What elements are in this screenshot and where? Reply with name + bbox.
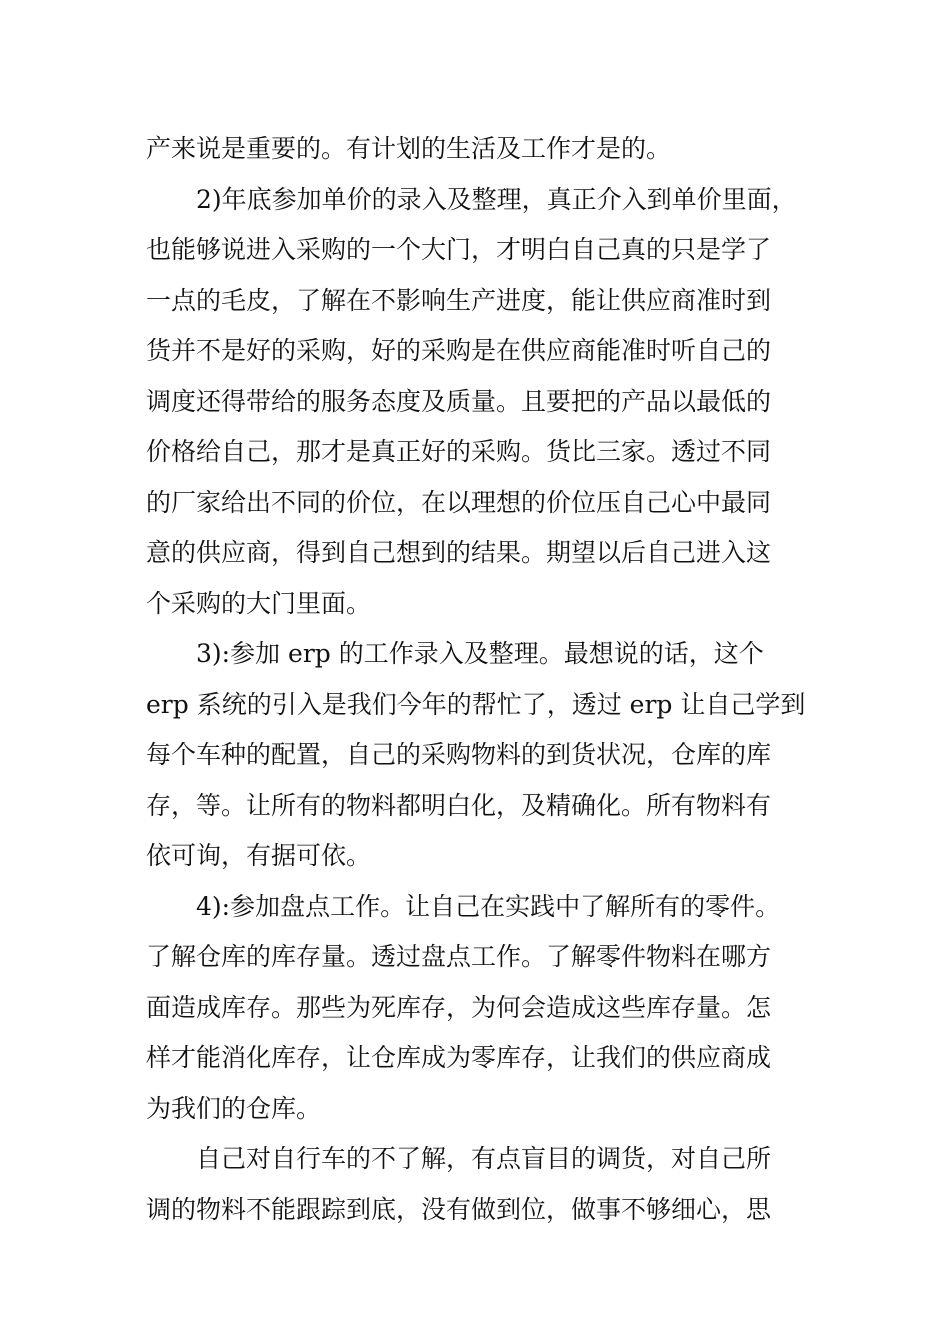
document-body bbox=[146, 124, 816, 1235]
text-line: 产来说是重要的。有计划的生活及工作才是的。 bbox=[146, 134, 672, 163]
text-line: 样才能消化库存，让仓库成为零库存，让我们的供应商成 bbox=[146, 1043, 772, 1072]
text-line: 了解仓库的库存量。透过盘点工作。了解零件物料在哪方 bbox=[146, 942, 772, 971]
text-line: 存，等。让所有的物料都明白化，及精确化。所有物料有 bbox=[146, 790, 772, 820]
text-line: 意的供应商，得到自己想到的结果。期望以后自己进入这 bbox=[146, 538, 772, 567]
text-line: erp 系统的引入是我们今年的帮忙了，透过 erp 让自己学到 bbox=[146, 689, 806, 719]
text-line: 4):参加盘点工作。让自己在实践中了解所有的零件。 bbox=[196, 891, 781, 921]
text-line: 一点的毛皮，了解在不影响生产进度，能让供应商准时到 bbox=[146, 285, 772, 315]
text-line: 自己对自行车的不了解，有点盲目的调货，对自己所 bbox=[196, 1144, 772, 1173]
text-line: 每个车种的配置，自己的采购物料的到货状况，仓库的库 bbox=[146, 740, 772, 769]
text-line: 3):参加 erp 的工作录入及整理。最想说的话，这个 bbox=[196, 639, 764, 668]
text-line: 2)年底参加单价的录入及整理，真正介入到单价里面， bbox=[196, 184, 797, 214]
text-line: 也能够说进入采购的一个大门，才明白自己真的只是学了 bbox=[146, 235, 772, 264]
text-line: 的厂家给出不同的价位，在以理想的价位压自己心中最同 bbox=[146, 487, 772, 517]
text-line: 货并不是好的采购，好的采购是在供应商能准时听自己的 bbox=[146, 336, 772, 365]
text-line: 价格给自己，那才是真正好的采购。货比三家。透过不同 bbox=[146, 437, 772, 466]
text-line: 为我们的仓库。 bbox=[146, 1093, 322, 1123]
text-line: 面造成库存。那些为死库存，为何会造成这些库存量。怎 bbox=[146, 992, 772, 1022]
text-line: 依可询，有据可依。 bbox=[146, 841, 372, 870]
text-line: 调的物料不能跟踪到底，没有做到位，做事不够细心，思 bbox=[146, 1194, 772, 1224]
text-line: 调度还得带给的服务态度及质量。且要把的产品以最低的 bbox=[146, 386, 772, 416]
text-line: 个采购的大门里面。 bbox=[146, 588, 372, 618]
